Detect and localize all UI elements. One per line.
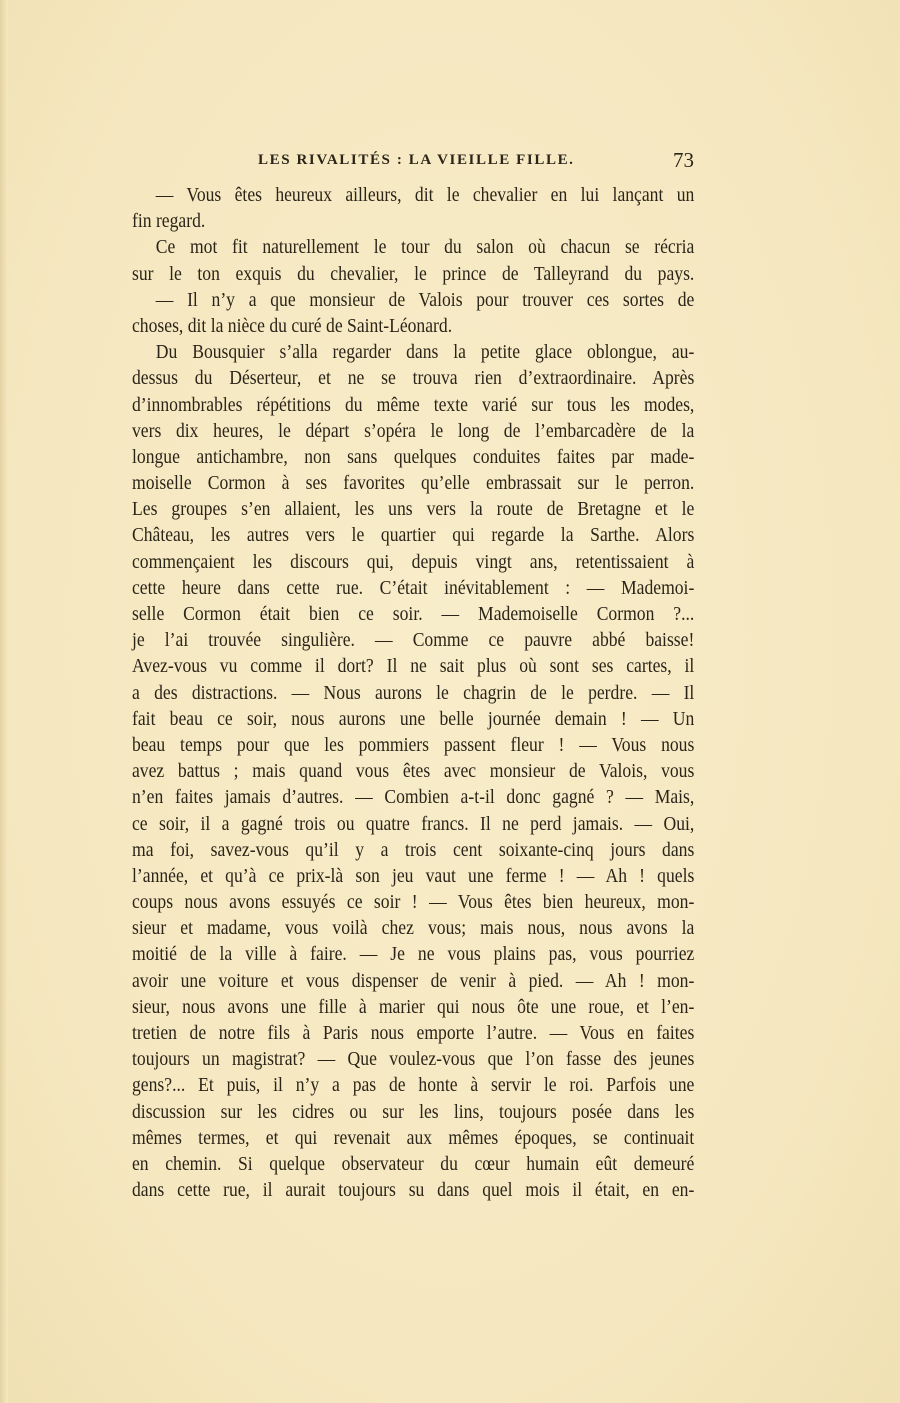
text-line: beau temps pour que les pommiers passent fleur ! — Vous nous <box>132 733 695 756</box>
paragraph <box>132 182 694 234</box>
text-line: fait beau ce soir, nous aurons une belle journée demain ! — Un <box>132 707 695 730</box>
text-line: je l’ai trouvée singulière. — Comme ce pauvre abbé baisse! <box>132 629 695 652</box>
text-line: dans cette rue, il aurait toujours su dans quel mois il était, en en- <box>132 1179 695 1202</box>
text-line: a des distractions. — Nous aurons le chagrin de le perdre. — Il <box>132 681 695 704</box>
text-line: fin regard. <box>132 210 206 233</box>
text-line: sieur, nous avons une fille à marier qui nous ôte une roue, et l’en- <box>132 995 695 1018</box>
text-line: en chemin. Si quelque observateur du cœur humain eût demeuré <box>132 1152 695 1175</box>
text-line: — Vous êtes heureux ailleurs, dit le chevalier en lui lançant un <box>155 184 695 206</box>
text-line: ma foi, savez-vous qu’il y a trois cent soixante-cinq jours dans <box>132 838 695 861</box>
text-line: avoir une voiture et vous dispenser de venir à pied. — Ah ! mon- <box>132 969 695 992</box>
text-line: Les groupes s’en allaient, les uns vers la route de Bretagne et le <box>132 498 695 521</box>
text-line: selle Cormon était bien ce soir. — Mademoiselle Cormon ?... <box>132 603 695 625</box>
text-line: sur le ton exquis du chevalier, le prince de Talleyrand du pays. <box>132 262 695 285</box>
text-line: n’en faites jamais d’autres. — Combien a-t-il donc gagné ? — Mais, <box>132 786 695 809</box>
page-header <box>132 150 694 176</box>
text-line: Avez-vous vu comme il dort? Il ne sait plus où sont ses cartes, il <box>132 655 695 678</box>
text-line: Ce mot fit naturellement le tour du salon où chacun se récria <box>155 236 695 259</box>
text-line: moiselle Cormon à ses favorites qu’elle embrassait sur le perron. <box>132 472 695 495</box>
text-line: mêmes termes, et qui revenait aux mêmes époques, se continuait <box>132 1126 695 1149</box>
text-line: d’innombrables répétitions du même texte varié sur tous les modes, <box>132 393 695 416</box>
paragraph <box>132 339 694 1203</box>
text-line: — Il n’y a que monsieur de Valois pour trouver ces sortes de <box>155 288 695 311</box>
text-line: avez battus ; mais quand vous êtes avec monsieur de Valois, vous <box>132 760 695 783</box>
text-line: moitié de la ville à faire. — Je ne vous plains pas, vous pourriez <box>132 943 695 966</box>
text-line: tretien de notre fils à Paris nous emporte l’autre. — Vous en faites <box>132 1022 695 1044</box>
text-line: cette heure dans cette rue. C’était inévitablement : — Mademoi- <box>132 576 695 599</box>
text-line: gens?... Et puis, il n’y a pas de honte à servir le roi. Parfois une <box>132 1074 695 1097</box>
body-text <box>132 182 694 1203</box>
paragraph <box>132 287 694 339</box>
paragraph <box>132 234 694 286</box>
text-line: commençaient les discours qui, depuis vingt ans, retentissaient à <box>132 550 695 573</box>
text-line: toujours un magistrat? — Que voulez-vous que l’on fasse des jeunes <box>132 1048 695 1071</box>
page-edge-shadow <box>0 0 8 1403</box>
text-line: vers dix heures, le départ s’opéra le long de l’embarcadère de la <box>132 419 695 442</box>
text-line: sieur et madame, vous voilà chez vous; mais nous, nous avons la <box>132 917 695 940</box>
text-line: dessus du Déserteur, et ne se trouva rien d’extraordinaire. Après <box>132 367 695 390</box>
text-line: l’année, et qu’à ce prix-là son jeu vaut une ferme ! — Ah ! quels <box>132 864 695 887</box>
running-title: LES RIVALITÉS : LA VIEILLE FILLE. <box>258 152 575 168</box>
text-line: choses, dit la nièce du curé de Saint-Léonard. <box>132 314 453 337</box>
text-line: Château, les autres vers le quartier qui regarde la Sarthe. Alors <box>132 524 695 547</box>
text-line: Du Bousquier s’alla regarder dans la petite glace oblongue, au- <box>155 341 695 364</box>
text-line: longue antichambre, non sans quelques conduites faites par made- <box>132 445 695 468</box>
text-line: discussion sur les cidres ou sur les lins, toujours posée dans les <box>132 1100 695 1123</box>
page-number: 73 <box>673 148 694 172</box>
text-line: coups nous avons essuyés ce soir ! — Vous êtes bien heureux, mon- <box>132 891 695 914</box>
text-line: ce soir, il a gagné trois ou quatre francs. Il ne perd jamais. — Oui, <box>132 812 695 835</box>
